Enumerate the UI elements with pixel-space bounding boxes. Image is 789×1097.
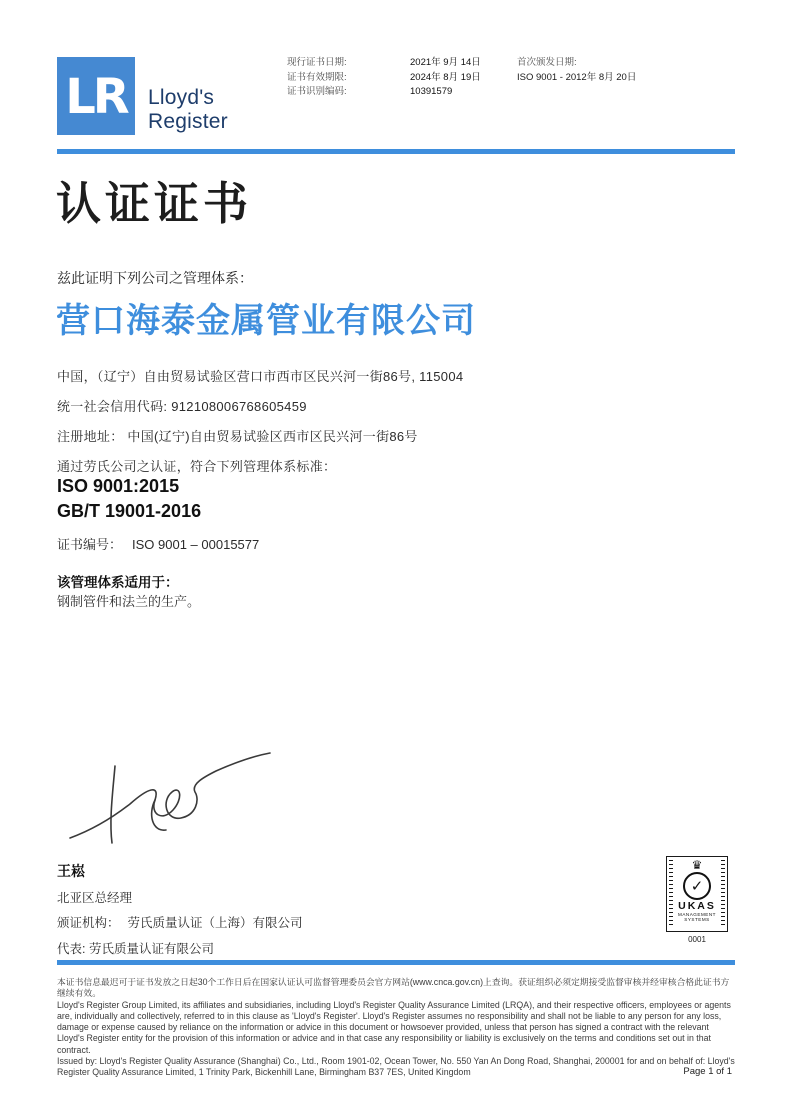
standard-iso: ISO 9001:2015: [57, 476, 180, 496]
ukas-word: UKAS: [678, 900, 716, 912]
certificate-number-label: 证书编号：: [57, 537, 123, 552]
standards-list: [57, 474, 201, 524]
certificate-number-value: ISO 9001 – 00015577: [132, 537, 260, 552]
first-issue-label: 首次颁发日期:: [517, 57, 577, 68]
footer-legal-cn: 本证书信息最迟可于证书发放之日起30个工作日后在国家认证认可监督管理委员会官方网站(www.cnca.gov.cn)上查询。获证组织必须定期接受监督审核并经审核合格此证书方继续有效。: [57, 977, 730, 999]
ukas-ticks-left: [669, 860, 673, 928]
svg-text:LR: LR: [65, 69, 127, 125]
lloyds-register-wordmark: [148, 86, 228, 134]
footer-issued-by: Issued by: Lloyd's Register Quality Assurance (Shanghai) Co., Ltd., Room 1901-02, Ocean Tower, No. 550 Yan An Dong Road, Shanghai, 200001 for and on behalf of: Lloyd's Register Quality Assurance Limited, 1 Trinity Park, Bickenhill Lane, Birmingham B37 7ES, United Kingdom: [57, 1056, 735, 1078]
ukas-subtitle-2: SYSTEMS: [684, 917, 710, 923]
lloyds-register-logo-icon: [57, 57, 135, 135]
wordmark-line2: Register: [148, 110, 228, 133]
footer-legal: [57, 977, 735, 1079]
first-issue-block: [517, 56, 636, 85]
wordmark-line1: Lloyd's: [148, 86, 215, 109]
company-address: 中国，（辽宁）自由贸易试验区营口市西市区民兴河一街86号, 115004: [57, 369, 464, 384]
bottom-divider: [57, 960, 735, 965]
page-number: Page 1 of 1: [683, 1066, 732, 1077]
ukas-ticks-right: [721, 860, 725, 928]
current-issue-row: [287, 56, 481, 71]
issuer-name: 劳氏质量认证（上海）有限公司: [127, 916, 303, 930]
ukas-subtitle-1: MANAGEMENT: [678, 912, 716, 917]
representative-line: 代表: 劳氏质量认证有限公司: [57, 942, 214, 956]
certificate-number: [57, 534, 259, 553]
credit-code: 统一社会信用代码: 912108006768605459: [57, 399, 307, 414]
ukas-number: 0001: [688, 935, 706, 944]
field-label: 证书有效期限:: [287, 71, 347, 83]
field-value: 2024年 8月 19日: [410, 71, 481, 83]
signature-image: [62, 742, 287, 859]
scope-heading: 该管理体系适用于：: [57, 575, 179, 590]
certificate-id-row: [287, 85, 481, 100]
issuer-line: [57, 913, 303, 931]
issuer-label: 颁证机构：: [57, 916, 120, 930]
certify-statement: 兹此证明下列公司之管理体系：: [57, 272, 253, 287]
standards-intro: 通过劳氏公司之认证，符合下列管理体系标准：: [57, 459, 337, 474]
field-label: 现行证书日期:: [287, 57, 347, 68]
registered-address: 注册地址： 中国(辽宁)自由贸易试验区西市区民兴河一街86号: [57, 429, 418, 444]
footer-legal-en: Lloyd's Register Group Limited, its affiliates and subsidiaries, including Lloyd's Register Quality Assurance Limited (LRQA), and their respective officers, employees or agents are, individually and collectively, referred to in this clause as 'Lloyd's Register'. Lloyd's Register assumes no responsibility and shall not be liable to any person for any loss, damage or expense caused by reliance on the information or advice in this document or howsoever provided, unless that person has signed a contract with the relevant Lloyd's Register entity for the provision of this information or advice and in that case any responsibility or liability is exclusively on the terms and conditions set out in that contract.: [57, 999, 731, 1055]
company-name: 营口海泰金属管业有限公司: [56, 302, 476, 340]
signatory-name: 王崧: [57, 863, 85, 879]
standard-gbt: GB/T 19001-2016: [57, 501, 202, 521]
scope-text: 钢制管件和法兰的生产。: [57, 594, 201, 609]
field-label: 证书识别编码:: [287, 86, 347, 97]
checkmark-icon: ✓: [683, 872, 711, 900]
signatory-role: 北亚区总经理: [57, 891, 133, 905]
crown-icon: ♛: [691, 858, 703, 872]
top-divider: [57, 149, 735, 154]
first-issue-value: ISO 9001 - 2012年 8月 20日: [517, 71, 637, 83]
page-title: 认证证书: [56, 179, 253, 229]
expiry-row: [287, 71, 481, 86]
ukas-accreditation-mark: [663, 856, 731, 944]
certificate-dates-block: [287, 56, 481, 100]
ukas-box: [666, 856, 728, 932]
field-value: 10391579: [410, 86, 453, 97]
field-value: 2021年 9月 14日: [410, 57, 481, 68]
